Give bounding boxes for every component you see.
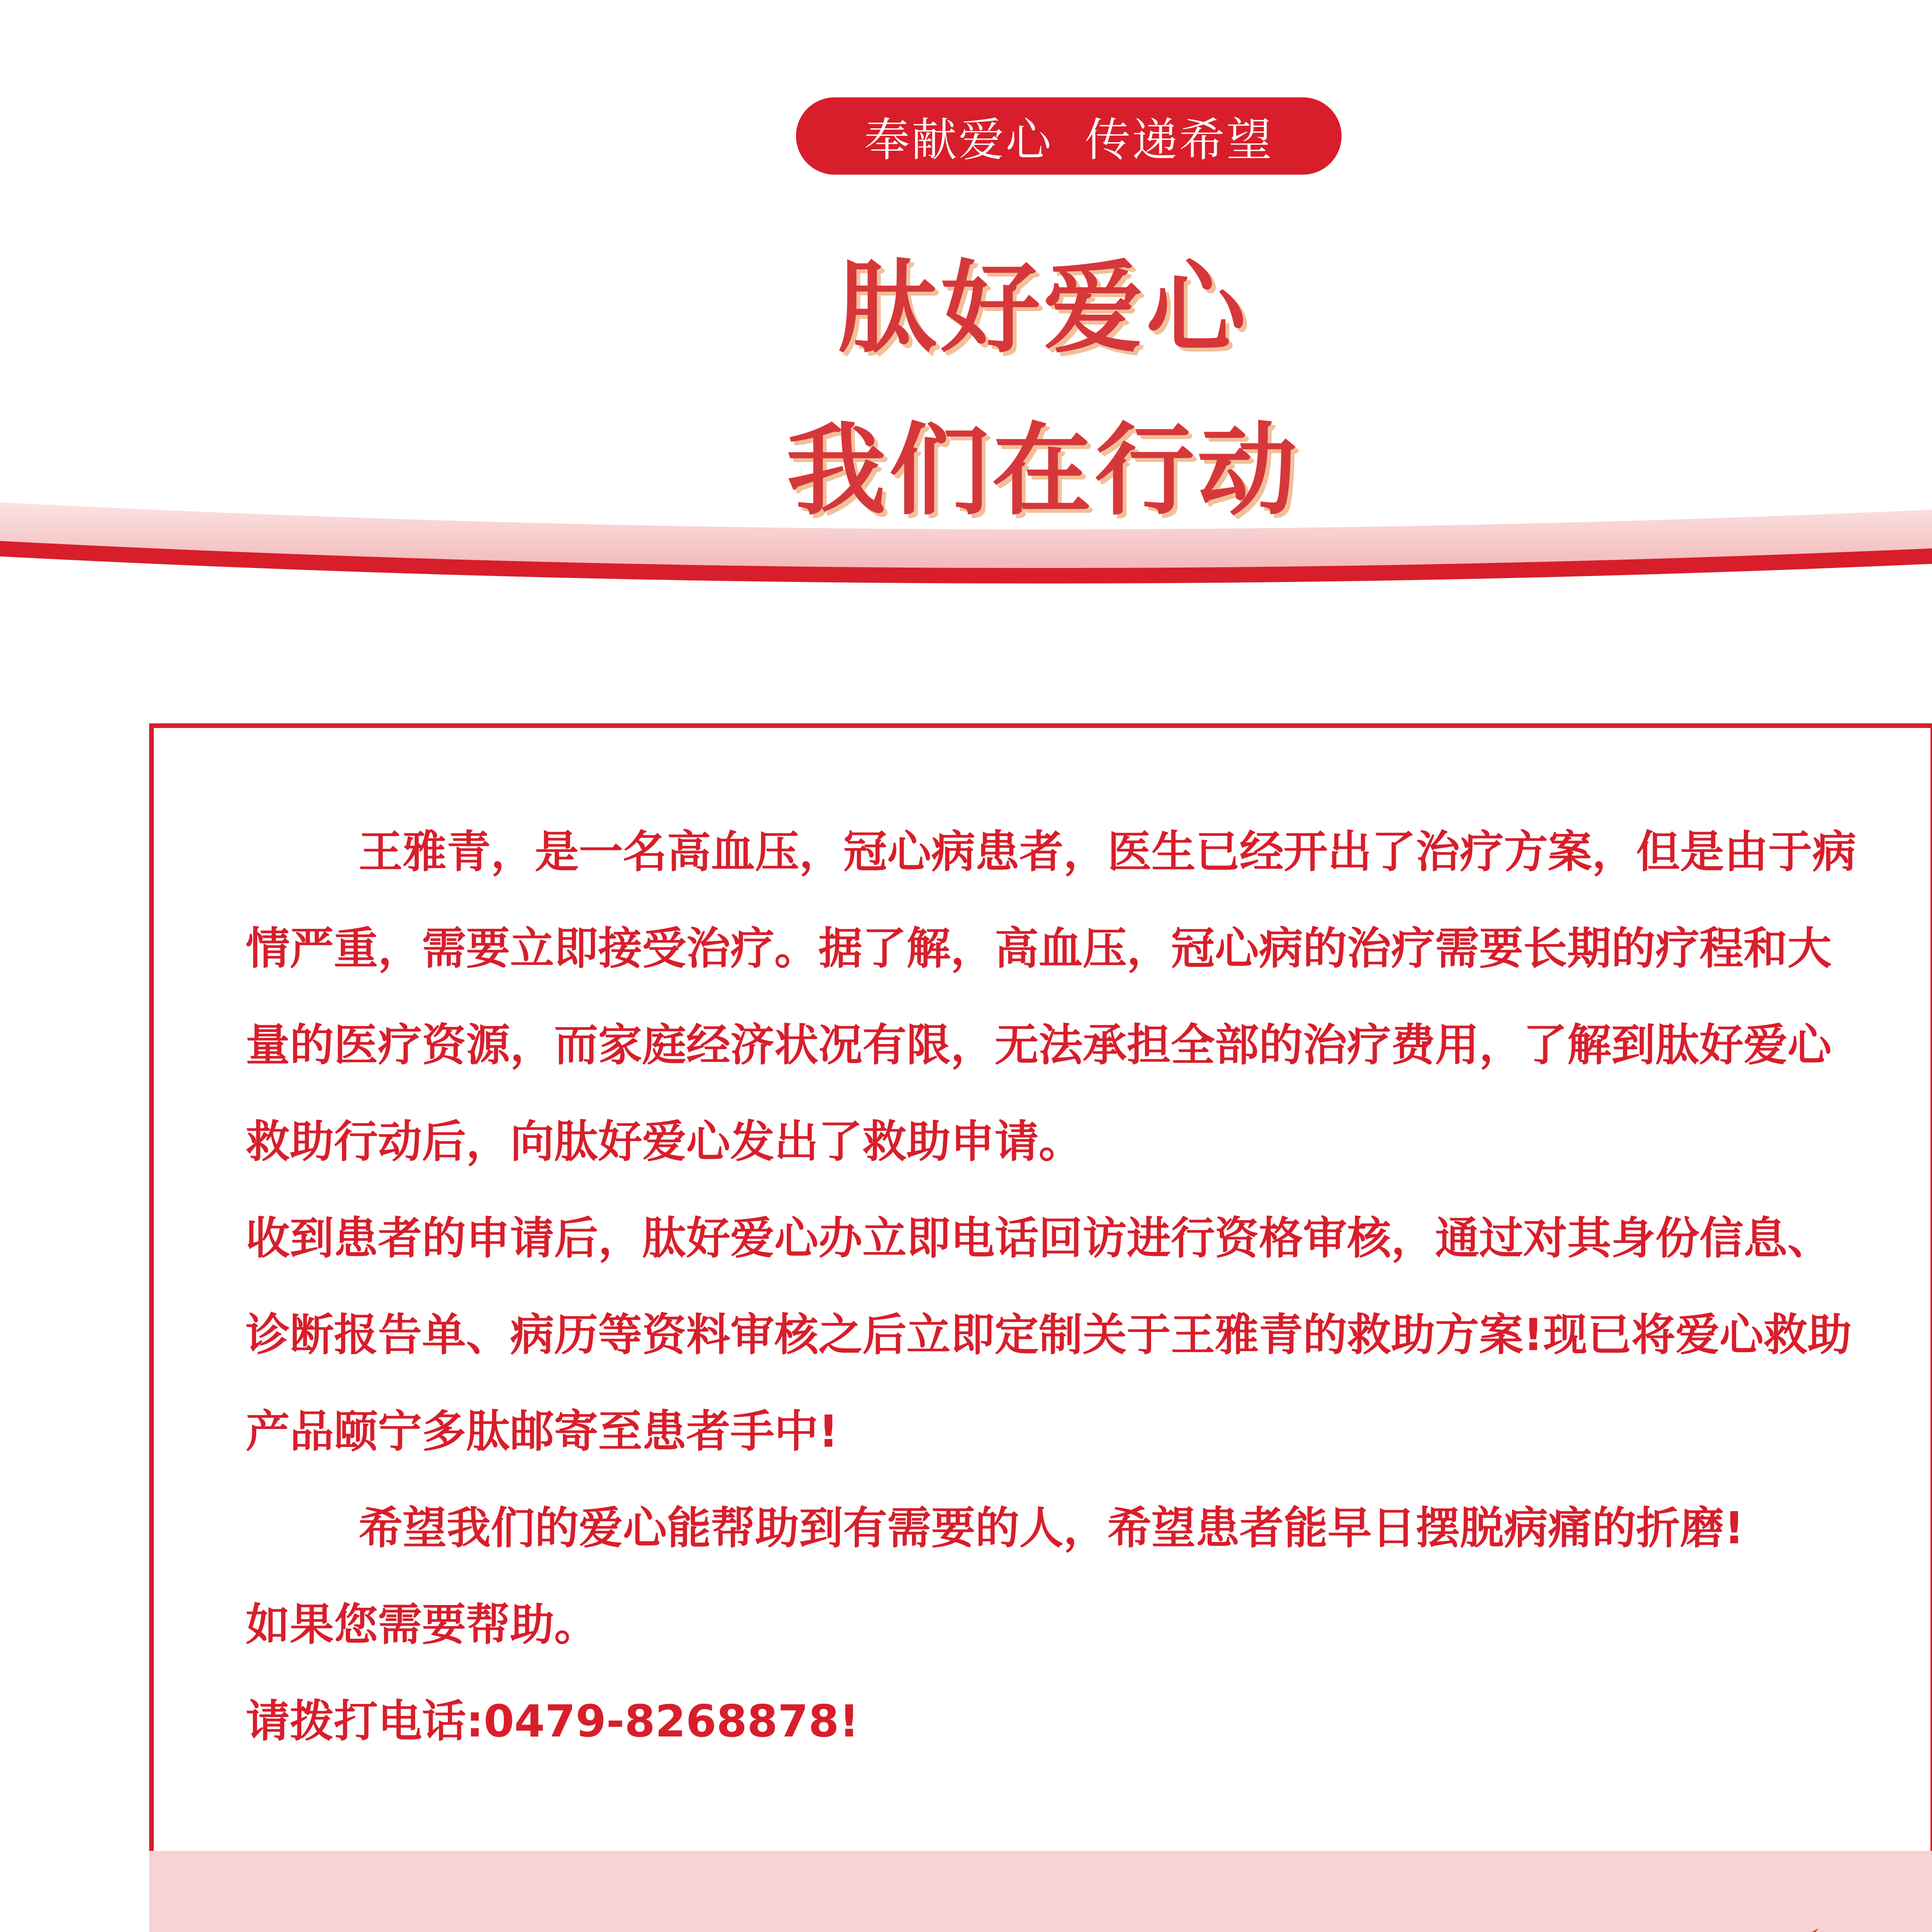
- banner-artwork: [149, 1851, 1932, 1932]
- story-paragraph-3: 希望我们的爱心能帮助到有需要的人，希望患者能早日摆脱病痛的折磨!: [359, 1502, 1744, 1554]
- header-wave-divider: [0, 479, 1932, 603]
- birds-icon: [1509, 1928, 1818, 1932]
- page-subtitle: 我们在行动: [786, 413, 1300, 529]
- page-title: 肽好爱心: [838, 250, 1249, 366]
- story-paragraph-1: 王雅青，是一名高血压，冠心病患者，医生已经开出了治疗方案，但是由于病情严重，需要立即接受治疗。据了解，高血压，冠心病的治疗需要长期的疗程和大量的医疗资源，而家庭经济状况有限，无法承担全部的治疗费用，了解到肽好爱心救助行动后，向肽好爱心发出了救助申请。: [246, 826, 1857, 1167]
- story-paragraph-2: 收到患者的申请后，肽好爱心办立即电话回访进行资格审核，通过对其身份信息、诊断报告单、病历等资料审核之后立即定制关于王雅青的救助方案!现已将爱心救助产品颐宁多肽邮寄至患者手中!: [246, 1213, 1852, 1457]
- slogan-text: 奉献爱心 传递希望: [864, 113, 1274, 167]
- story-paragraph-4: 如果您需要帮助。: [246, 1599, 599, 1650]
- story-text: [246, 804, 1869, 1770]
- charity-banner: [149, 1851, 1932, 1932]
- slogan-badge: [796, 97, 1342, 175]
- story-phone: 请拨打电话:0479-8268878!: [246, 1696, 859, 1747]
